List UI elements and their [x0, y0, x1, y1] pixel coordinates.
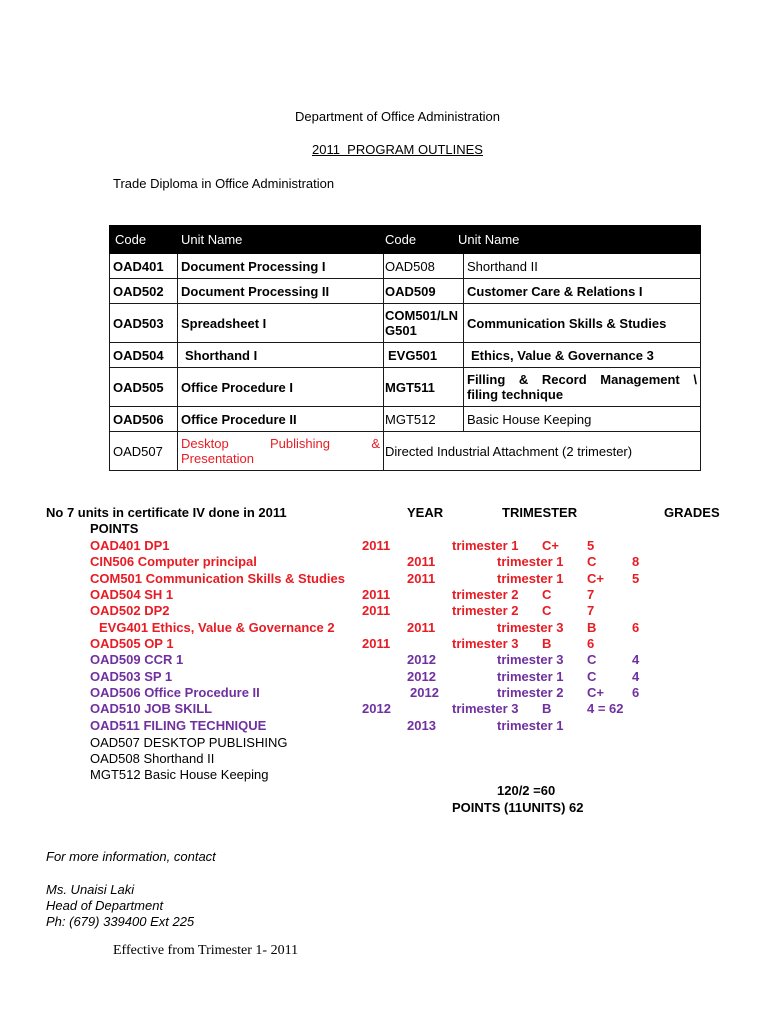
- unit-entry-trimester: trimester 3: [452, 636, 519, 651]
- table-cell-code: OAD504: [110, 343, 178, 368]
- table-cell-code: OAD507: [110, 432, 178, 471]
- table-cell-unit-name: Customer Care & Relations I: [464, 279, 701, 304]
- unit-entry-points: 4: [632, 652, 640, 667]
- year-heading: YEAR: [407, 505, 444, 520]
- grades-heading: GRADES: [664, 505, 720, 520]
- unit-entry-points: 7: [587, 587, 595, 602]
- unit-entry-year: 2012: [407, 652, 436, 667]
- unit-entry-points: 6: [587, 636, 595, 651]
- unit-entry-points: 7: [587, 603, 595, 618]
- pending-unit-name: OAD508 Shorthand II: [90, 751, 215, 766]
- units-heading-row: [0, 505, 768, 521]
- points-heading: POINTS: [90, 521, 139, 536]
- unit-entry-grade: C+: [587, 571, 604, 586]
- unit-entry-grade: C+: [542, 538, 559, 553]
- unit-name-line: Desktop Publishing &: [181, 436, 380, 451]
- table-cell-code: MGT512: [384, 407, 464, 432]
- unit-name-line: Presentation: [181, 451, 254, 466]
- unit-entry-name: OAD510 JOB SKILL: [90, 701, 213, 716]
- table-cell-unit-name: Document Processing II: [178, 279, 384, 304]
- contact-title: Head of Department: [46, 898, 164, 913]
- table-row: [110, 407, 701, 432]
- table-cell-code: OAD401: [110, 254, 178, 279]
- unit-entry-trimester: trimester 1: [497, 669, 564, 684]
- table-cell-merged: Directed Industrial Attachment (2 trimester): [384, 432, 701, 471]
- table-cell-unit-name: Shorthand II: [464, 254, 701, 279]
- unit-entry-trimester: trimester 2: [452, 587, 519, 602]
- table-cell-unit-name: Office Procedure I: [178, 368, 384, 407]
- unit-entry: [0, 587, 768, 603]
- unit-entry-name: OAD505 OP 1: [90, 636, 174, 651]
- unit-entry-grade: C: [587, 669, 597, 684]
- unit-entry-points: 5: [587, 538, 595, 553]
- pending-unit-name: OAD507 DESKTOP PUBLISHING: [90, 735, 288, 750]
- contact-name: Ms. Unaisi Laki: [46, 882, 135, 897]
- contact-intro: For more information, contact: [46, 849, 216, 864]
- unit-entry-trimester: trimester 1: [497, 554, 564, 569]
- unit-entry-year: 2013: [407, 718, 436, 733]
- unit-entry-points: 6: [632, 620, 640, 635]
- pending-unit: [0, 767, 768, 783]
- table-row: [110, 343, 701, 368]
- header-code: Code: [110, 226, 178, 254]
- unit-entry-name: CIN506 Computer principal: [90, 554, 257, 569]
- table-cell-code: OAD505: [110, 368, 178, 407]
- unit-entry-trimester: trimester 1: [452, 538, 519, 553]
- trimester-heading: TRIMESTER: [502, 505, 578, 520]
- unit-entry-year: 2011: [362, 603, 391, 618]
- unit-entry: [0, 554, 768, 570]
- table-cell-code: OAD503: [110, 304, 178, 343]
- table-cell-code: MGT511: [384, 368, 464, 407]
- unit-entry-year: 2011: [362, 636, 391, 651]
- effective-date: Effective from Trimester 1- 2011: [113, 943, 299, 958]
- table-cell-unit-name: Communication Skills & Studies: [464, 304, 701, 343]
- unit-entry: [0, 669, 768, 685]
- unit-entry-grade: C: [587, 554, 597, 569]
- unit-entry-grade: C: [587, 652, 597, 667]
- header-code: Code: [384, 226, 464, 254]
- points-total: POINTS (11UNITS) 62: [452, 800, 584, 815]
- table-cell-unit-name: Shorthand I: [178, 343, 384, 368]
- unit-entry: [0, 652, 768, 668]
- unit-entry-year: 2012: [410, 685, 439, 700]
- unit-entry-points: 4: [632, 669, 640, 684]
- unit-entry-name: EVG401 Ethics, Value & Governance 2: [99, 620, 335, 635]
- points-calculation: 120/2 =60: [497, 783, 556, 798]
- table-cell-unit-name: [178, 432, 384, 471]
- unit-entry-year: 2011: [362, 538, 391, 553]
- unit-entry-grade: C: [542, 587, 552, 602]
- program-title: 2011 PROGRAM OUTLINES: [312, 142, 483, 157]
- unit-entry: [0, 620, 768, 636]
- unit-entry: [0, 701, 768, 717]
- unit-entry-points: 5: [632, 571, 640, 586]
- unit-entry-name: COM501 Communication Skills & Studies: [90, 571, 345, 586]
- pending-unit: [0, 751, 768, 767]
- table-cell-code: OAD506: [110, 407, 178, 432]
- unit-entry-year: 2011: [407, 571, 436, 586]
- header-unit-name: Unit Name: [464, 226, 701, 254]
- department-heading: Department of Office Administration: [295, 109, 500, 124]
- points-total-row: [0, 800, 768, 816]
- unit-entry-trimester: trimester 1: [497, 571, 564, 586]
- unit-entry-grade: B: [542, 636, 552, 651]
- unit-entry-trimester: trimester 2: [497, 685, 564, 700]
- unit-entry: [0, 603, 768, 619]
- table-cell-unit-name: Spreadsheet I: [178, 304, 384, 343]
- unit-entry-points: 8: [632, 554, 640, 569]
- header-unit-name: Unit Name: [178, 226, 384, 254]
- units-intro: No 7 units in certificate IV done in 2011: [46, 505, 287, 520]
- unit-entry: [0, 538, 768, 554]
- unit-entry-trimester: trimester 1: [497, 718, 564, 733]
- unit-entry-name: OAD502 DP2: [90, 603, 170, 618]
- table-cell-code: OAD502: [110, 279, 178, 304]
- table-header-row: [110, 226, 701, 254]
- contact-phone: Ph: (679) 339400 Ext 225: [46, 914, 195, 929]
- unit-entry: [0, 636, 768, 652]
- table-cell-code: OAD508: [384, 254, 464, 279]
- unit-name-line: Filling & Record Management \: [467, 372, 697, 387]
- table-cell-code: OAD509: [384, 279, 464, 304]
- unit-entry-name: OAD503 SP 1: [90, 669, 173, 684]
- program-units-table: [109, 225, 701, 471]
- unit-entry-trimester: trimester 3: [452, 701, 519, 716]
- unit-entry-year: 2011: [407, 554, 436, 569]
- unit-entry-year: 2012: [362, 701, 391, 716]
- pending-unit-name: MGT512 Basic House Keeping: [90, 767, 269, 782]
- unit-entry-grade: B: [587, 620, 597, 635]
- table-row: [110, 432, 701, 471]
- table-row: [110, 279, 701, 304]
- points-calculation-row: [0, 783, 768, 799]
- table-row: [110, 304, 701, 343]
- unit-entry: [0, 685, 768, 701]
- unit-entry-grade: B: [542, 701, 552, 716]
- table-cell-unit-name: Office Procedure II: [178, 407, 384, 432]
- table-cell-code: COM501/LNG501: [384, 304, 464, 343]
- table-cell-unit-name: Ethics, Value & Governance 3: [464, 343, 701, 368]
- unit-entry-points: 4 = 62: [587, 701, 624, 716]
- unit-entry-grade: C: [542, 603, 552, 618]
- unit-entry-points: 6: [632, 685, 640, 700]
- table-row: [110, 368, 701, 407]
- unit-entry-name: OAD504 SH 1: [90, 587, 174, 602]
- table-cell-unit-name: Basic House Keeping: [464, 407, 701, 432]
- unit-entry-year: 2012: [407, 669, 436, 684]
- unit-entry-name: OAD511 FILING TECHNIQUE: [90, 718, 267, 733]
- unit-entry: [0, 571, 768, 587]
- unit-entry-trimester: trimester 3: [497, 652, 564, 667]
- table-cell-code: EVG501: [384, 343, 464, 368]
- unit-entry-trimester: trimester 3: [497, 620, 564, 635]
- unit-entry-year: 2011: [362, 587, 391, 602]
- unit-entry-name: OAD506 Office Procedure II: [90, 685, 260, 700]
- pending-unit: [0, 735, 768, 751]
- points-heading-row: [0, 521, 768, 537]
- unit-entry: [0, 718, 768, 734]
- unit-entry-grade: C+: [587, 685, 604, 700]
- table-cell-unit-name: Document Processing I: [178, 254, 384, 279]
- table-cell-unit-name: [464, 368, 701, 407]
- unit-entry-year: 2011: [407, 620, 436, 635]
- unit-entry-name: OAD509 CCR 1: [90, 652, 184, 667]
- unit-name-line: filing technique: [467, 387, 564, 402]
- diploma-title: Trade Diploma in Office Administration: [113, 176, 335, 191]
- table-row: [110, 254, 701, 279]
- unit-entry-trimester: trimester 2: [452, 603, 519, 618]
- unit-entry-name: OAD401 DP1: [90, 538, 170, 553]
